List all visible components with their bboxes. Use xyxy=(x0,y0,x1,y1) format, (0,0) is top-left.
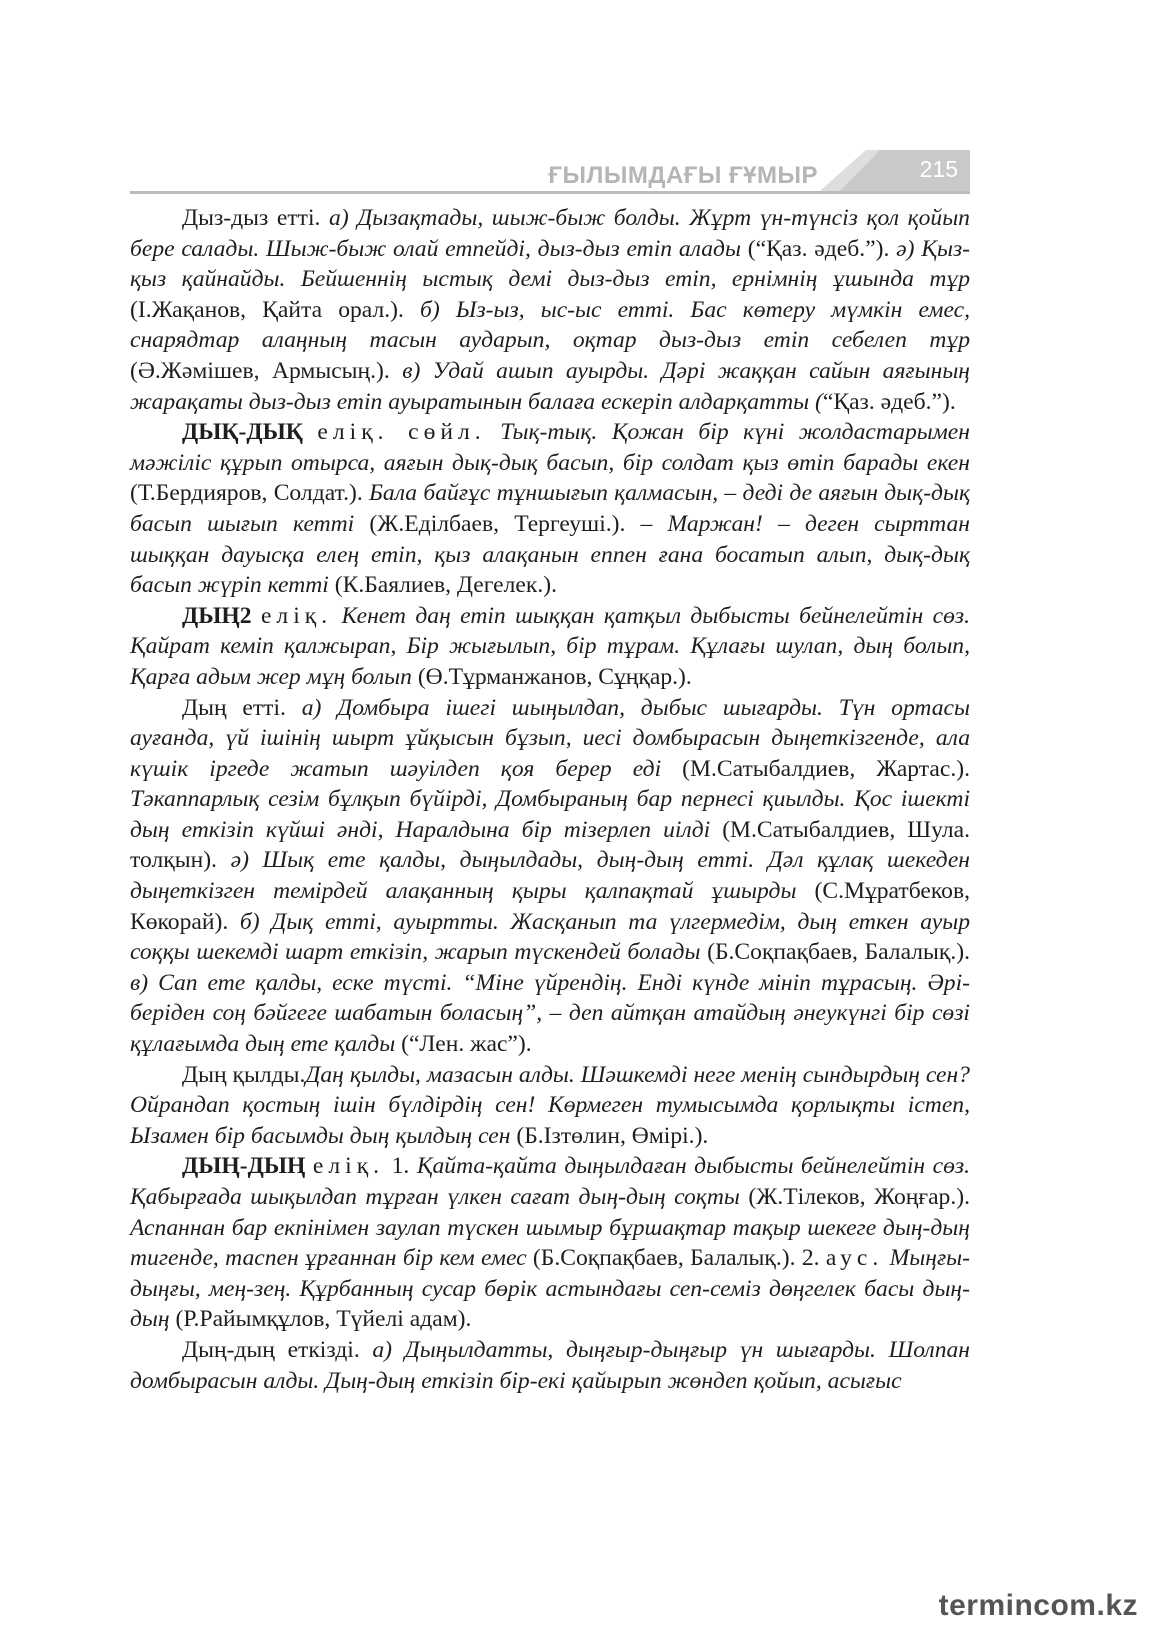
watermark-logo xyxy=(928,1581,1138,1629)
source-text: Дың етті. xyxy=(182,694,302,721)
entry-paragraph xyxy=(130,693,970,1060)
part-of-speech: аус. xyxy=(825,1245,884,1272)
source-text: (Б.Соқпақбаев, Балалық.). 2. xyxy=(526,1245,826,1272)
definition-example: а) Дызақтады, шыж-быж болды. Жұрт үн-түнсіз қол қойып бере салады. Шыж-быж олай етпейді, дыз-дыз етіп алады xyxy=(130,205,970,262)
definition-example: Мыңғы-дыңғы, мең-зең. Құрбанның сусар бөрік астындағы сеп-семіз дөңгелек басы дың-дың xyxy=(130,1245,970,1333)
header-rule xyxy=(130,191,970,194)
source-text: (С.Мұратбеков, Көкорай). xyxy=(130,878,970,935)
definition-example: в) Сап ете қалды, еске түсті. “Міне үйрендің. Енді күнде мініп тұрасың. Әрі-беріден соң бәйгеге шабатын боласың”, – деп айтқан атайдың әнеукүнгі бір сөзі құлағымда дың ете қалды xyxy=(130,969,970,1058)
definition-example: ә) Шық ете қалды, дыңылдады, дың-дың етті. Дәл құлақ шекеден дыңеткізген темірдей алақанның қыры қалпақтай ұшырды xyxy=(130,847,971,905)
entry-paragraph xyxy=(130,203,970,417)
definition-example: Кенет даң етіп шыққан қатқыл дыбысты бейнелейтін сөз. Қайрат кеміп қалжырап, Бір жығылып, бір тұрам. Құлағы шулап, дың болып, Қарға адым жер мұң болып xyxy=(130,602,970,690)
running-header-title: ҒЫЛЫМДАҒЫ ҒҰМЫР xyxy=(548,162,818,189)
source-text xyxy=(305,1153,313,1179)
definition-example: Аспаннан бар екпінімен заулап түскен шымыр бұршақтар тақыр шекеге дың-дың тигенде, таспен ұрғаннан бір кем емес xyxy=(130,1214,970,1272)
source-text: Дыз-дыз етті. xyxy=(182,205,330,231)
source-text: Дың-дың еткізді. xyxy=(182,1336,373,1363)
entry-paragraph xyxy=(130,1060,970,1152)
definition-example: Даң қылды, мазасын алды. Шәшкемді неге менің сындырдың сен? Ойрандап қостың ішін бүлдірдің сен! Көрмеген тумысымда қорлықты істеп, Ызамен бір басымды дың қылдың сен xyxy=(130,1061,970,1149)
dictionary-text xyxy=(130,203,970,1396)
definition-example: б) Дық етті, ауыртты. Жасқанып та үлгермедім, дың еткен ауыр соққы шекемді шарт еткізіп, жарып түскендей болады xyxy=(130,908,970,966)
definition-example: Тық-тық. Қожан бір күні жолдастарымен мәжіліс құрып отырса, аяғын дық-дық басып, бір солдат қыз өтіп барады екен xyxy=(130,419,970,476)
watermark-text: termincom.kz xyxy=(938,1589,1138,1622)
headword: ДЫҢ2 xyxy=(182,602,252,629)
source-text: (Ә.Жәмішев, Армысың.). xyxy=(130,357,403,384)
definition-example: ә) Қыз-қыз қайнайды. Бейшеннің ыстық демі дыз-дыз етіп, ернімнің ұшында тұр xyxy=(130,235,971,293)
source-text: (Ж.Тілеков, Жоңғар.). xyxy=(739,1184,970,1210)
page-number-tab xyxy=(820,150,970,191)
source-text: (Ө.Тұрманжанов, Сұңқар.). xyxy=(411,663,692,690)
source-text: (“Лен. жас”). xyxy=(395,1031,532,1058)
page-number: 215 xyxy=(919,156,958,182)
source-text: (М.Сатыбалдиев, Шула. толқын). xyxy=(130,816,970,874)
source-text: (М.Сатыбалдиев, Жартас.). xyxy=(661,755,970,782)
source-text: “Қаз. әдеб.”). xyxy=(822,388,956,415)
source-text xyxy=(332,603,341,629)
source-text xyxy=(252,603,261,629)
source-text: (К.Баялиев, Дегелек.). xyxy=(328,572,557,599)
definition-example: б) Ыз-ыз, ыс-ыс етті. Бас көтеру мүмкін емес, снарядтар алаңның тасын аударып, оқтар дыз-дыз етіп себелеп тұр xyxy=(130,296,970,354)
headword: ДЫҢ-ДЫҢ xyxy=(182,1153,306,1180)
definition-example: Бала байғұс тұншығып қалмасын, – деді де аяғын дық-дық басып шығып кетті xyxy=(130,480,970,537)
source-text xyxy=(486,419,501,445)
entry-paragraph xyxy=(130,417,970,601)
definition-example: Тәкаппарлық сезім бұлқып бүйірді, Домбыраның бар пернесі қиылды. Қос ішекті дың еткізіп күйші әнді, Наралдына бір тізерлеп иілді xyxy=(130,786,970,843)
part-of-speech: еліқ. сөйл. xyxy=(317,419,486,446)
part-of-speech: еліқ. xyxy=(312,1153,385,1180)
definition-example: в) Удай ашып ауырды. Дәрі жаққан сайын аяғының жарақаты дыз-дыз етіп ауыратынын балаға ескеріп алдарқатты ( xyxy=(130,357,970,415)
definition-example: Маржан! – деген сырттан шыққан дауысқа елең етіп, қыз алақанын еппен ғана босатып алып, дық-дық басып жүріп кетті xyxy=(130,510,970,599)
source-text: (“Қаз. әдеб.”). xyxy=(740,235,897,262)
definition-example: а) Домбыра ішегі шыңылдап, дыбыс шығарды. Түн ортасы ауғанда, үй ішінің шырт ұйқысын бұзып, иесі домбырасын дыңеткізгенде, ала күшік іргеде жатып шәуілдеп қоя берер еді xyxy=(130,694,970,782)
source-text: 1. xyxy=(384,1153,417,1180)
entry-paragraph xyxy=(130,601,970,693)
entry-paragraph xyxy=(130,1151,970,1335)
source-text: (Б.Соқпақбаев, Балалық.). xyxy=(700,939,970,966)
source-text: (Ж.Еділбаев, Тергеуші.). – xyxy=(354,510,668,537)
definition-example: а) Дыңылдатты, дыңғыр-дыңғыр үн шығарды. Шолпан домбырасын алды. Дың-дың еткізіп бір-екі қайырып жөндеп қойып, асығыс xyxy=(130,1336,970,1394)
source-text: (Б.Ізтөлин, Өмірі.). xyxy=(510,1122,709,1149)
source-text xyxy=(303,419,318,445)
definition-example: Қайта-қайта дыңылдаған дыбысты бейнелейтін сөз. Қабырғада шықылдап тұрған үлкен сағат дың-дың соқты xyxy=(130,1153,970,1210)
source-text: (Р.Райымқұлов, Түйелі адам). xyxy=(169,1306,472,1333)
source-text: (Т.Бердияров, Солдат.). xyxy=(130,480,370,507)
source-text: Дың қылды. xyxy=(182,1061,306,1088)
entry-paragraph xyxy=(130,1335,970,1396)
source-text: (І.Жақанов, Қайта орал.). xyxy=(130,296,421,323)
part-of-speech: еліқ. xyxy=(260,602,333,629)
headword: ДЫҚ-ДЫҚ xyxy=(182,419,303,446)
running-header xyxy=(130,150,970,194)
